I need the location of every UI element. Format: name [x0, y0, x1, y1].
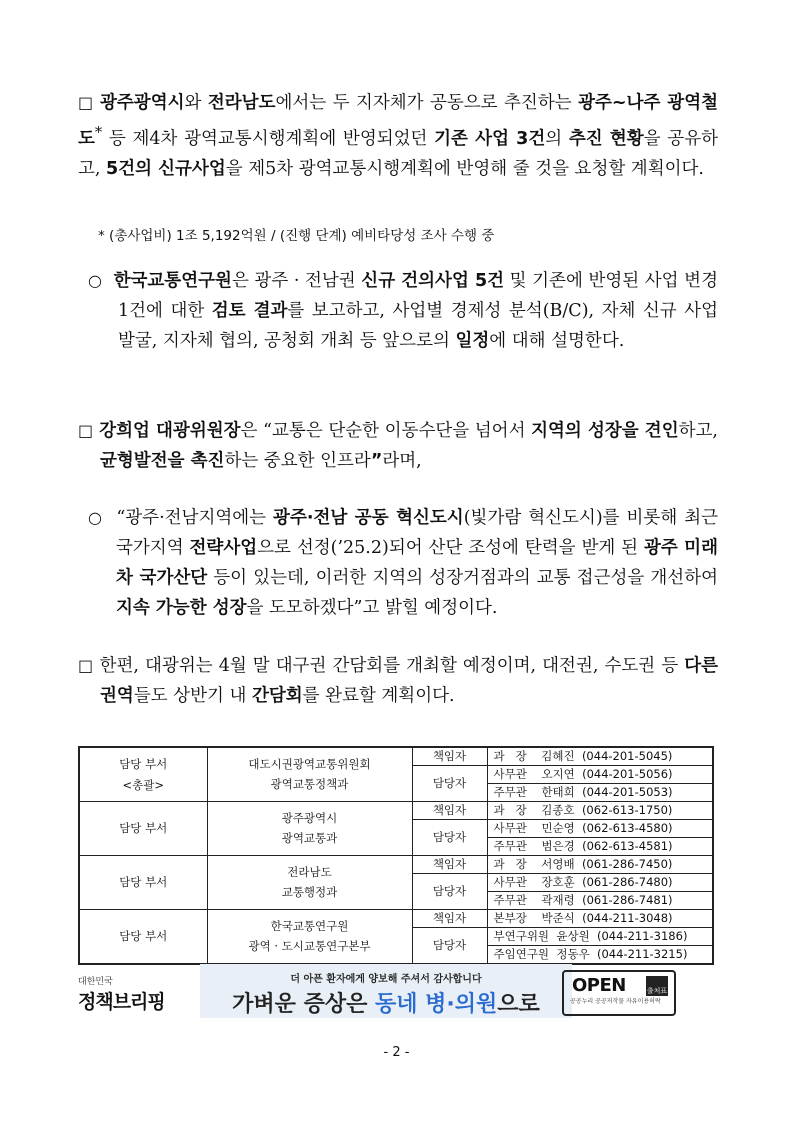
contact-person: 사무관 민순영 (062-613-4580)	[487, 820, 713, 838]
contact-person: 주무관 범은경 (062-613-4581)	[487, 838, 713, 856]
t: 라며,	[382, 451, 422, 471]
t: 전라남도	[207, 93, 276, 113]
t: 지속 가능한 성장	[116, 598, 247, 618]
paragraph-4	[88, 503, 718, 623]
open-license-badge	[562, 970, 676, 1025]
role-cell: 담당자	[412, 820, 487, 856]
circle-marker: ○	[88, 271, 102, 290]
t: 은 광주 · 전남권	[231, 271, 362, 291]
org-label: 광역교통정책과	[270, 777, 349, 791]
contact-person: 본부장 박준식 (044-211-3048)	[487, 910, 713, 928]
t: 를 완료할 계획이다.	[302, 686, 455, 706]
t: “광주·전남지역에는	[116, 508, 274, 528]
org-label: 교통행정과	[281, 885, 338, 899]
logo-small: 대한민국	[78, 977, 113, 987]
org-label: 한국교통연구원	[270, 919, 349, 933]
t: 간담회	[251, 686, 303, 706]
open-text: OPEN	[572, 975, 626, 996]
logo-main: 정책브리핑	[78, 991, 165, 1013]
t: 5건의 신규사업	[106, 158, 226, 179]
dept-label: 담당 부서	[119, 875, 168, 889]
dept-label: 담당 부서	[119, 756, 168, 771]
dept-label: 담당 부서	[119, 821, 168, 835]
dept-cell	[79, 856, 207, 910]
t: 추진 현황	[568, 128, 644, 149]
box-marker: □	[78, 656, 94, 675]
footnote-star: *	[94, 124, 103, 141]
box-marker: □	[78, 421, 94, 440]
campaign-banner	[200, 964, 572, 1018]
contact-table	[78, 746, 714, 965]
table-row	[79, 910, 713, 928]
footer	[78, 964, 714, 1025]
table-row	[79, 802, 713, 820]
org-label: 전라남도	[287, 865, 332, 879]
org-label: 광역 · 도시교통연구본부	[248, 939, 371, 953]
footnote-text: (총사업비) 1조 5,192억원 / (진행 단계) 예비타당성 조사 수행 중	[109, 228, 495, 244]
t: 를 보고하고, 사업별 경제성 분석(B/C), 자체 신규 사업 발굴, 지자체 협의, 공청회 개최 등 앞으로의	[118, 301, 718, 351]
org-cell	[207, 856, 412, 910]
role-cell: 책임자	[412, 747, 487, 766]
t: 균형발전을 촉진	[100, 451, 225, 471]
paragraph-1	[78, 88, 718, 184]
role-cell: 담당자	[412, 928, 487, 965]
t: 동네 병·의원	[375, 992, 498, 1017]
dept-cell	[79, 802, 207, 856]
role-cell: 책임자	[412, 910, 487, 928]
contact-person: 사무관 오지연 (044-201-5056)	[487, 766, 713, 784]
t: ”	[370, 451, 383, 471]
role-cell: 담당자	[412, 874, 487, 910]
footnote	[98, 224, 738, 244]
t: 광주·전남 공동 혁신도시	[273, 508, 464, 528]
t: 다른 권역	[100, 656, 718, 706]
contact-person: 과 장 김종호 (062-613-1750)	[487, 802, 713, 820]
attribution-icon: 출처표시	[646, 976, 668, 996]
org-cell	[207, 747, 412, 802]
dept-label: 담당 부서	[119, 929, 168, 943]
table-row	[79, 747, 713, 766]
dept-sub: <총괄>	[122, 777, 164, 792]
org-label: 대도시권광역교통위원회	[248, 757, 371, 771]
t: 은 “교통은 단순한 이동수단을 넘어서	[240, 421, 532, 441]
t: 의	[545, 128, 569, 149]
banner-top: 더 아픈 환자에게 양보해 주셔서 감사합니다	[290, 974, 482, 985]
contact-person: 과 장 서영배 (061-286-7450)	[487, 856, 713, 874]
t: 검토 결과	[211, 301, 288, 321]
org-cell	[207, 910, 412, 965]
t: 가벼운 증상은	[232, 992, 376, 1017]
t: (빛가람 혁신도시)를 비롯해 최근 국가지역	[116, 508, 719, 558]
t: 하고,	[678, 421, 718, 441]
page-number: - 2 -	[383, 1045, 410, 1060]
org-label: 광역교통과	[281, 831, 338, 845]
t: 강희업 대광위원장	[99, 421, 241, 441]
t: 을 제5차 광역교통시행계획에 반영해 줄 것을 요청할 계획이다.	[225, 158, 704, 179]
dept-cell	[79, 747, 207, 802]
banner-main	[200, 987, 572, 1018]
t: 일정	[455, 331, 490, 351]
t: 광주 미래차 국가산단	[116, 538, 718, 588]
table-row	[79, 856, 713, 874]
t: 에서는 두 지자체가 공동으로 추진하는	[275, 93, 579, 113]
t: 및 기존에 반영된 사업 변경 1건에 대한	[118, 271, 718, 321]
t: 광주광역시	[99, 93, 185, 113]
box-marker: □	[78, 93, 94, 112]
contact-person: 사무관 장호훈 (061-286-7480)	[487, 874, 713, 892]
t: 지역의 성장을 견인	[531, 421, 679, 441]
t: 전략사업	[189, 538, 258, 558]
t: 등 제4차 광역교통시행계획에 반영되었던	[102, 128, 435, 149]
org-cell	[207, 802, 412, 856]
t: 을 공유하고,	[78, 128, 719, 179]
t: 와	[184, 93, 208, 113]
role-cell: 담당자	[412, 766, 487, 802]
t: 을 도모하겠다”고 밝힐 예정이다.	[246, 598, 498, 618]
contact-person: 주임연구원 정동우 (044-211-3215)	[487, 946, 713, 965]
org-label: 광주광역시	[281, 811, 338, 825]
dept-cell	[79, 910, 207, 965]
t: 한편, 대광위는 4월 말 대구권 간담회를 개최할 예정이며, 대전권, 수도권 등	[99, 656, 685, 676]
t: 에 대해 설명한다.	[489, 331, 625, 351]
paragraph-2	[88, 266, 718, 356]
contact-person: 주무관 한태희 (044-201-5053)	[487, 784, 713, 802]
role-cell: 책임자	[412, 856, 487, 874]
paragraph-5	[78, 651, 718, 711]
t: 등이 있는데, 이러한 지역의 성장거점과의 교통 접근성을 개선하여	[207, 568, 719, 588]
t: 하는 중요한 인프라	[224, 451, 371, 471]
t: 들도 상반기 내	[133, 686, 252, 706]
t: 기존 사업 3건	[434, 128, 546, 149]
t: 광주~나주 광역철도	[78, 93, 719, 149]
t: 으로 선정(’25.2)되어 산단 조성에 탄력을 받게 된	[257, 538, 644, 558]
t: 한국교통연구원	[113, 271, 232, 291]
policy-briefing-logo	[78, 974, 193, 1014]
contact-person: 부연구위원 윤상원 (044-211-3186)	[487, 928, 713, 946]
paragraph-3	[78, 416, 718, 476]
circle-marker: ○	[88, 508, 104, 527]
t: 으로	[497, 992, 540, 1017]
contact-person: 주무관 곽재령 (061-286-7481)	[487, 892, 713, 910]
t: 신규 건의사업 5건	[361, 271, 505, 291]
role-cell: 책임자	[412, 802, 487, 820]
open-sub: 공공누리 공공저작물 자유이용허락	[570, 998, 661, 1005]
footnote-star: *	[98, 228, 105, 244]
contact-person: 과 장 김혜진 (044-201-5045)	[487, 747, 713, 766]
